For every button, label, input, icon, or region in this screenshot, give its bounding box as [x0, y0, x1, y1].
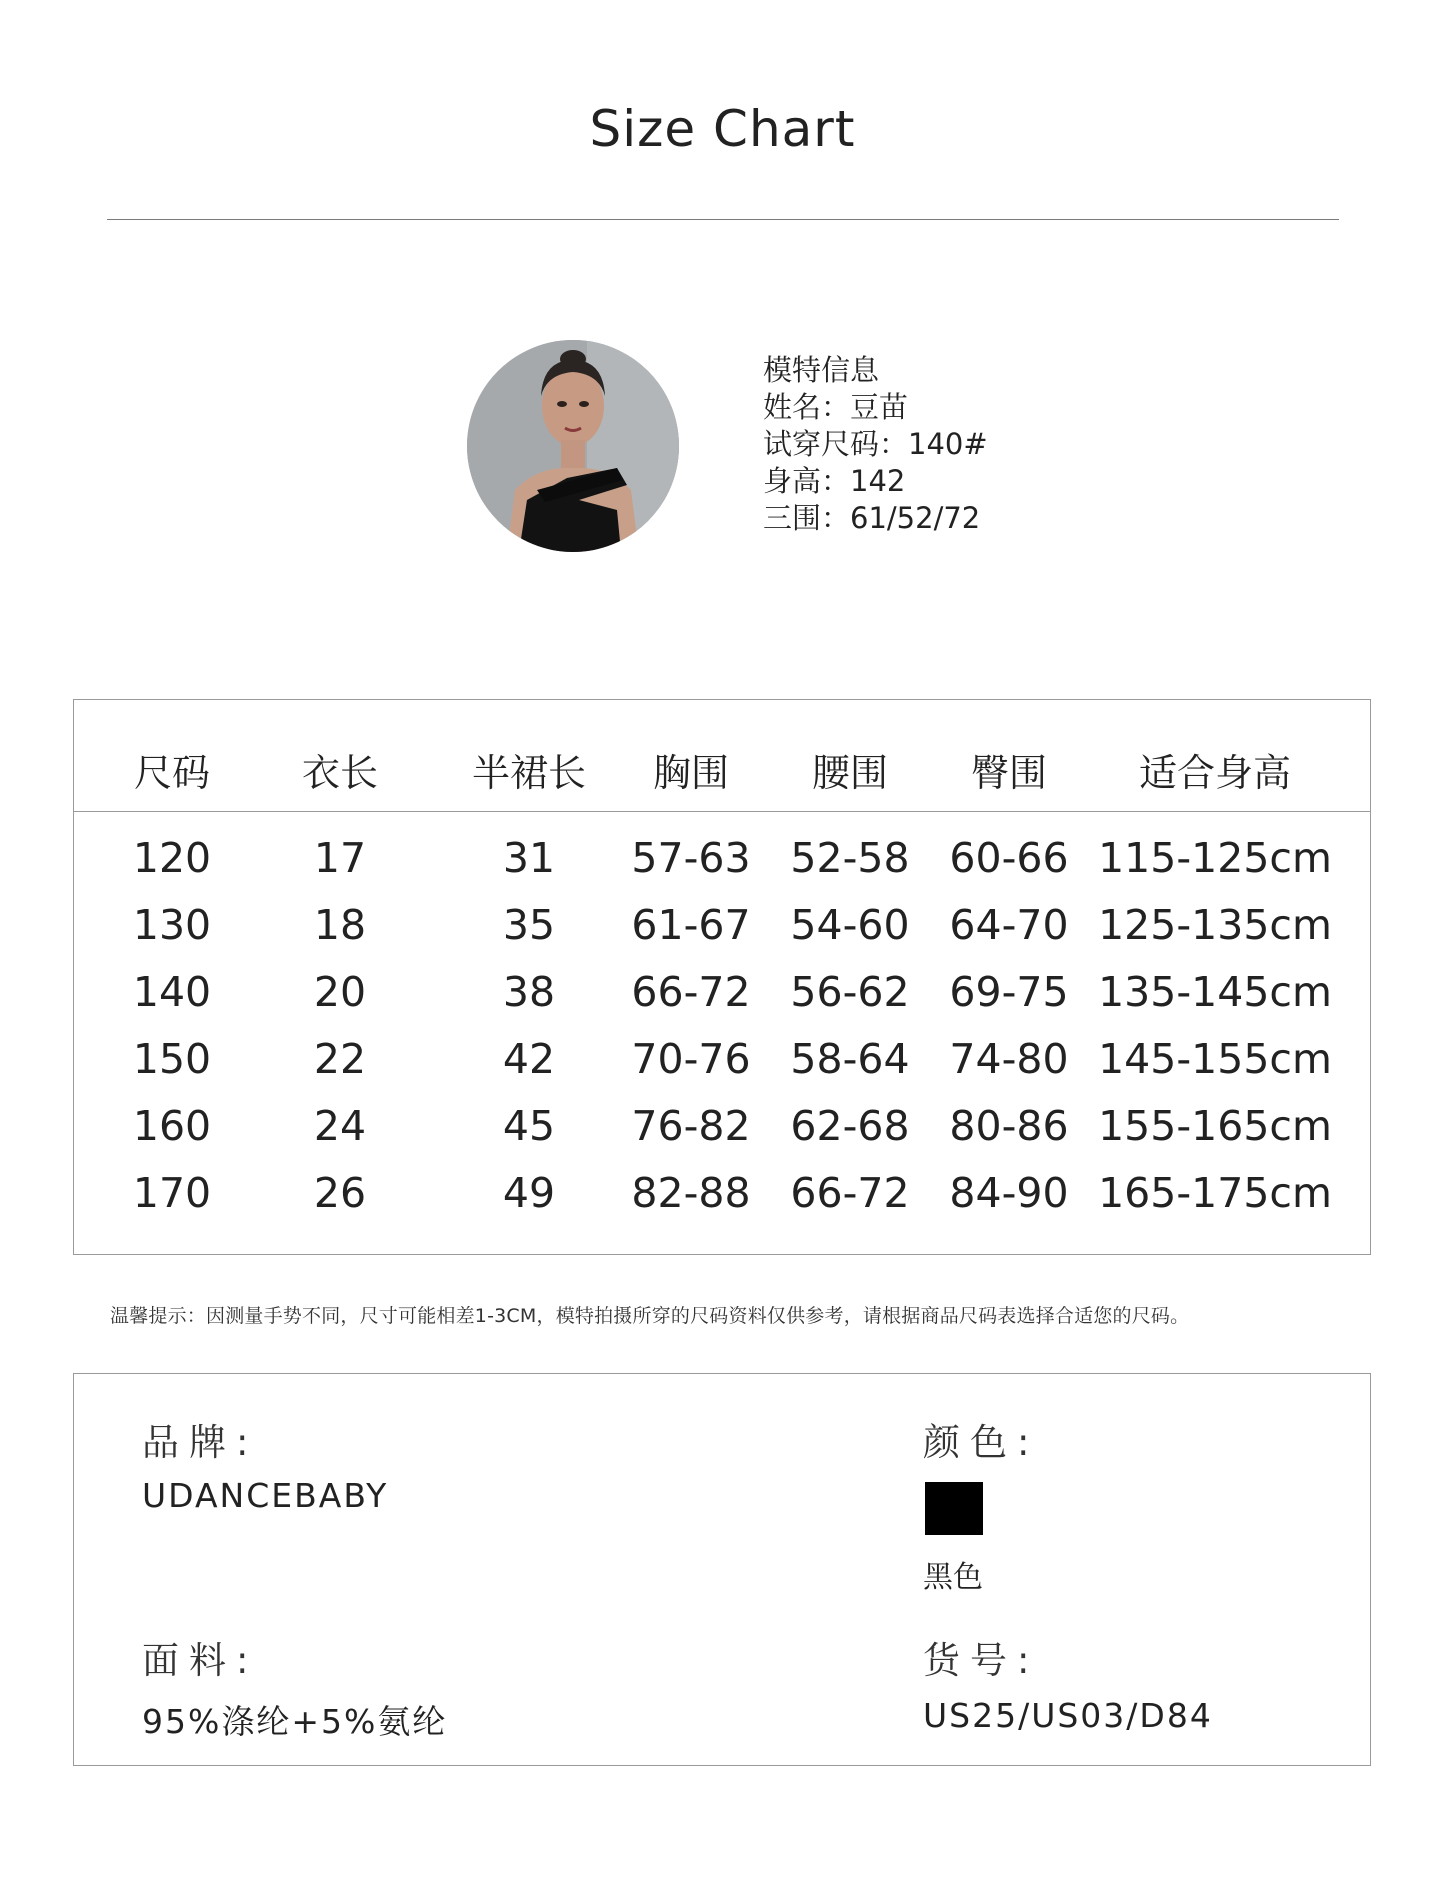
cell-length: 24: [313, 1102, 367, 1150]
model-trial-size: 试穿尺码：140#: [763, 427, 988, 461]
cell-skirt-length: 31: [502, 834, 556, 882]
cell-hip: 64-70: [949, 901, 1069, 949]
cell-bust: 66-72: [631, 968, 751, 1016]
cell-length: 17: [313, 834, 367, 882]
header-hip: 臀围: [970, 751, 1048, 795]
cell-waist: 66-72: [790, 1169, 910, 1217]
cell-hip: 84-90: [949, 1169, 1069, 1217]
cell-hip: 80-86: [949, 1102, 1069, 1150]
cell-fit-height: 165-175cm: [1098, 1169, 1332, 1217]
item-no-label: 货号:: [923, 1639, 1040, 1682]
cell-waist: 54-60: [790, 901, 910, 949]
header-length: 衣长: [301, 751, 379, 795]
cell-size: 150: [132, 1035, 212, 1083]
cell-waist: 62-68: [790, 1102, 910, 1150]
cell-bust: 82-88: [631, 1169, 751, 1217]
cell-bust: 57-63: [631, 834, 751, 882]
cell-fit-height: 125-135cm: [1098, 901, 1332, 949]
table-header-divider: [74, 811, 1370, 812]
header-fit-height: 适合身高: [1138, 751, 1292, 795]
cell-hip: 60-66: [949, 834, 1069, 882]
fabric-label: 面料:: [142, 1639, 259, 1682]
cell-fit-height: 115-125cm: [1098, 834, 1332, 882]
fabric-value: 95%涤纶+5%氨纶: [142, 1702, 448, 1741]
cell-waist: 58-64: [790, 1035, 910, 1083]
cell-size: 160: [132, 1102, 212, 1150]
model-info-heading: 模特信息: [763, 353, 880, 387]
title-divider: [107, 219, 1339, 220]
cell-length: 22: [313, 1035, 367, 1083]
cell-bust: 70-76: [631, 1035, 751, 1083]
color-swatch: [925, 1482, 983, 1535]
cell-length: 26: [313, 1169, 367, 1217]
item-no-value: US25/US03/D84: [923, 1696, 1213, 1735]
brand-value: UDANCEBABY: [142, 1476, 389, 1515]
model-name: 姓名：豆苗: [763, 390, 909, 424]
cell-skirt-length: 38: [502, 968, 556, 1016]
cell-fit-height: 135-145cm: [1098, 968, 1332, 1016]
cell-hip: 69-75: [949, 968, 1069, 1016]
cell-size: 170: [132, 1169, 212, 1217]
header-bust: 胸围: [652, 751, 730, 795]
brand-label: 品牌:: [142, 1421, 259, 1464]
model-height: 身高：142: [763, 464, 906, 498]
header-skirt-length: 半裙长: [471, 751, 587, 795]
cell-skirt-length: 49: [502, 1169, 556, 1217]
cell-length: 18: [313, 901, 367, 949]
cell-skirt-length: 42: [502, 1035, 556, 1083]
cell-fit-height: 155-165cm: [1098, 1102, 1332, 1150]
cell-hip: 74-80: [949, 1035, 1069, 1083]
cell-skirt-length: 45: [502, 1102, 556, 1150]
model-measurements: 三围：61/52/72: [763, 501, 981, 535]
cell-waist: 52-58: [790, 834, 910, 882]
color-label: 颜色:: [923, 1421, 1040, 1464]
cell-fit-height: 145-155cm: [1098, 1035, 1332, 1083]
model-info: [763, 352, 988, 537]
cell-size: 120: [132, 834, 212, 882]
cell-size: 130: [132, 901, 212, 949]
page-title: Size Chart: [589, 100, 856, 158]
header-waist: 腰围: [811, 751, 889, 795]
size-table: [73, 699, 1371, 1255]
color-name: 黑色: [923, 1560, 983, 1595]
cell-bust: 61-67: [631, 901, 751, 949]
cell-bust: 76-82: [631, 1102, 751, 1150]
cell-length: 20: [313, 968, 367, 1016]
cell-skirt-length: 35: [502, 901, 556, 949]
product-info-box: [73, 1373, 1371, 1766]
size-note: 温馨提示：因测量手势不同，尺寸可能相差1-3CM，模特拍摄所穿的尺码资料仅供参考，请根据商品尺码表选择合适您的尺码。: [110, 1305, 1190, 1327]
cell-waist: 56-62: [790, 968, 910, 1016]
header-size: 尺码: [133, 751, 211, 795]
model-photo: [467, 340, 679, 552]
cell-size: 140: [132, 968, 212, 1016]
